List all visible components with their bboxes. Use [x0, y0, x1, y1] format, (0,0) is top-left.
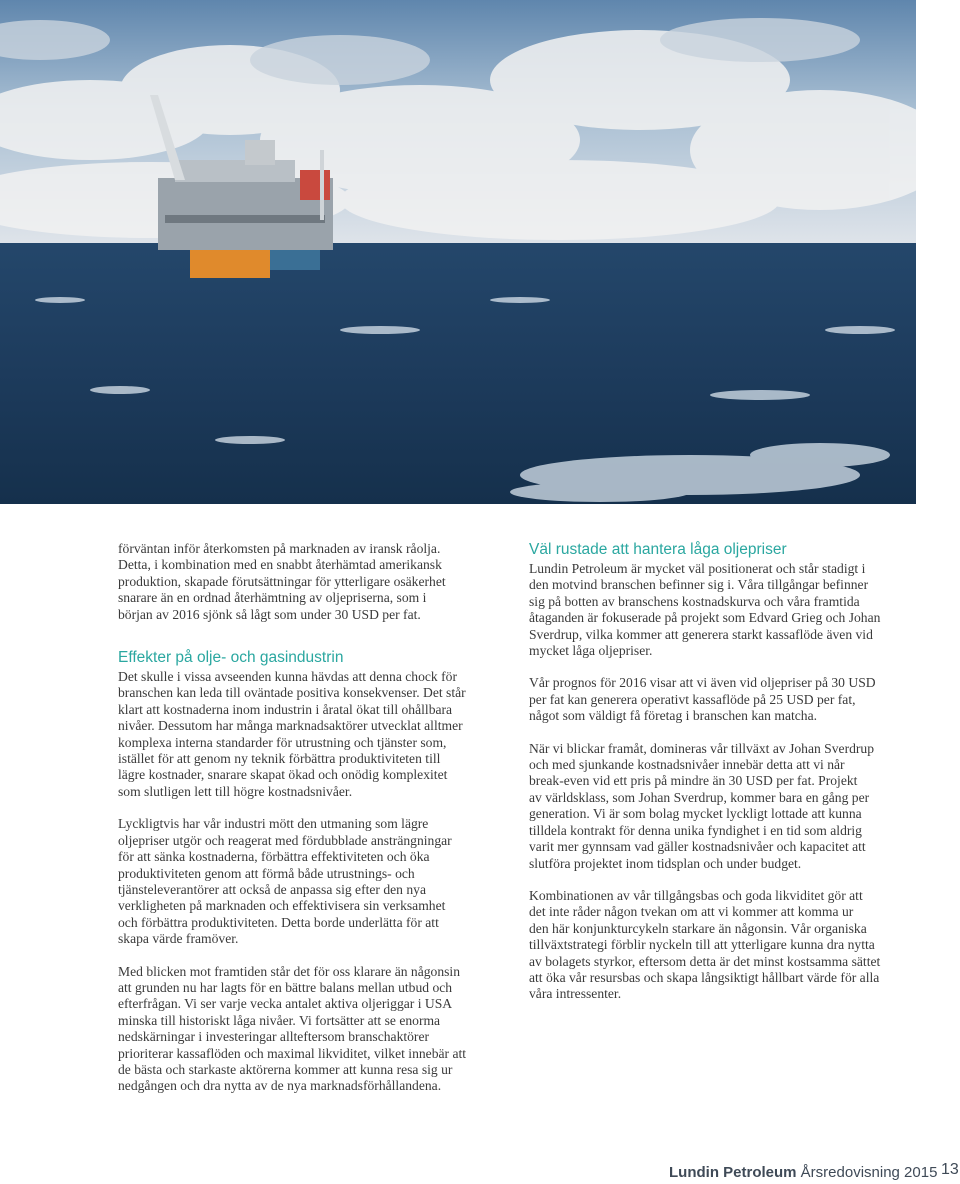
paragraph: förväntan inför återkomsten på marknaden av iransk råolja. Detta, i kombination med en snabbt återhämtad amerikansk produktion, skapade förutsättningar för ytterligare osäkerhet snarare än en ordnad återhämtning av oljepriserna, som i början av 2016 sjönk så lågt som under 30 USD per fat.	[118, 541, 446, 622]
section-heading: Effekter på olje- och gasindustrin	[118, 649, 344, 667]
paragraph: När vi blickar framåt, domineras vår tillväxt av Johan Sverdrup och med sjunkande kostnadsnivåer innebär detta att vi når break-even vid ett pris på mindre än 30 USD per fat. Projekt av världsklass, som Johan Sverdrup, kommer bara en gång per generation. Vi är som bolag mycket lyckligt lottade att kunna tilldela kontrakt för denna unika fyndighet i en tid som aldrig varit mer gynnsam vad gäller kostnadsnivåer och kapacitet att slutföra projektet inom tidsplan och under budget.	[529, 740, 875, 871]
offshore-platform-photo	[0, 0, 916, 504]
footer-report-title: Årsredovisning 2015	[800, 1164, 938, 1181]
paragraph: Det skulle i vissa avseenden kunna hävdas att denna chock för branschen kan leda till oväntade positiva konsekvenser. Det står klart att kostnaderna inom industrin i åratal ökat till ohållbara nivåer. Dessutom har många marknadsaktörer utvecklat alltmer komplexa interna standarder för utrustning och tjänster som, istället för att genom ny teknik förbättra produktiviteten till lägre kostnader, snarare skapat ökad och onödig komplexitet som slutligen lett till högre kostnadsnivåer.	[118, 669, 466, 799]
paragraph: Med blicken mot framtiden står det för oss klarare än någonsin att grunden nu har lagts för en bättre balans mellan utbud och efterfrågan. Vi ser varje vecka antalet aktiva oljeriggar i USA minska till historiskt låga nivåer. Vi fortsätter att se enorma nedskärningar i investeringar allteftersom branschaktörer prioriterar kassaflöden och maximal likviditet, vilket innebär att de bästa och starkaste aktörerna kommer att kunna resa sig ur nedgången och dra nytta av de nya marknadsförhållandena.	[118, 963, 467, 1094]
paragraph: Vår prognos för 2016 visar att vi även vid oljepriser på 30 USD per fat kan generera operativt kassaflöde på 25 USD per fat, något som väldigt få företag i branschen kan matcha.	[529, 675, 876, 724]
footer-brand: Lundin Petroleum	[669, 1164, 797, 1181]
paragraph: Kombinationen av vår tillgångsbas och goda likviditet gör att det inte råder någon tvekan om att vi kommer att komma ur den här konjunkturcykeln starkare än någonsin. Vår organiska tillväxtstrategi förblir nyckeln till att ytterligare kunna dra nytta av bolagets styrkor, eftersom detta är det minst kostsamma sättet att öka vår resursbas och skapa långsiktigt hållbart värde för alla våra intressenter.	[529, 887, 881, 1002]
paragraph: Lyckligtvis har vår industri mött den utmaning som lägre oljepriser utgör och reagerat med fördubblade ansträngningar för att sänka kostnaderna, förbättra effektiviteten och öka produktiviteten genom att förmå både utrustnings- och tjänsteleverantörer att också de anpassa sig efter den nya verkligheten på marknaden och effektivisera sin verksamhet och förbättra produktiviteten. Detta borde underlätta för att skapa värde framöver.	[118, 816, 452, 947]
page-footer	[669, 1161, 959, 1183]
paragraph: Lundin Petroleum är mycket väl positionerat och står stadigt i den motvind branschen befinner sig i. Våra tillgångar befinner sig på botten av branschens kostnadskurva och våra framtida åtaganden är fokuserade på projekt som Edvard Grieg och Johan Sverdrup, vilka kommer att generera starkt kassaflöde även vid mycket låga oljepriser.	[529, 561, 881, 659]
left-column	[118, 541, 504, 1111]
page-number: 13	[941, 1161, 959, 1178]
right-column	[529, 541, 915, 1019]
section-heading: Väl rustade att hantera låga oljepriser	[529, 541, 787, 558]
